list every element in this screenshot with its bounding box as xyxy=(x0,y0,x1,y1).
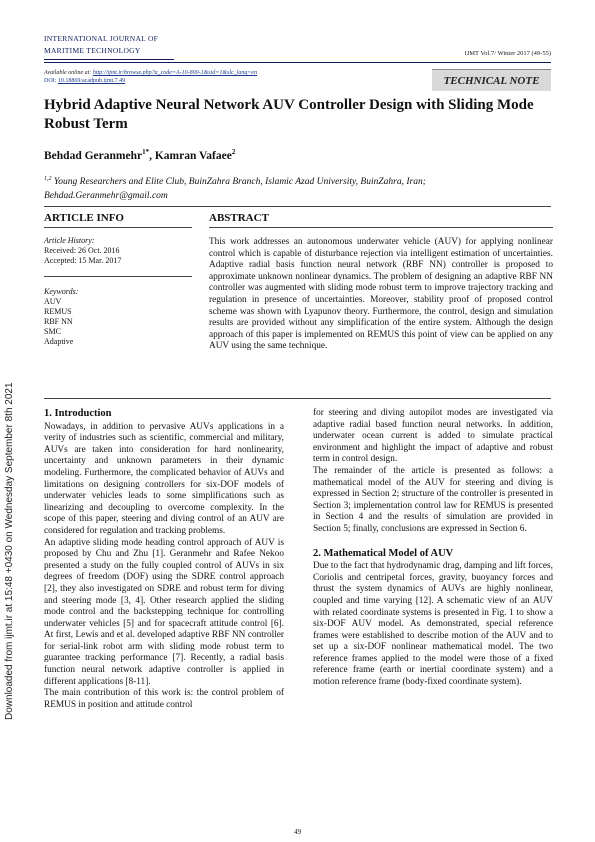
journal-name-line1: INTERNATIONAL JOURNAL OF xyxy=(44,34,159,43)
author-1-sup: 1* xyxy=(142,148,150,156)
affiliation-sup: 1,2 xyxy=(44,176,52,182)
affiliation-text: Young Researchers and Elite Club, BuinZahra Branch, Islamic Azad University, BuinZahra, Iran; xyxy=(51,177,426,188)
doi-line xyxy=(44,78,125,84)
keyword-item: Adaptive xyxy=(44,337,74,346)
journal-underline xyxy=(44,59,174,60)
history-label: Article History: xyxy=(44,236,95,245)
intro-paragraph-4: The remainder of the article is presented as follows: a mathematical model of the AUV for steering and diving is expressed in Section 2; structure of the controller is presented in Section 3; implementation control law for REMUS is presented in Section 4 and the results of simulation are provided in Section 5; finally, conclusions are expressed in Section 6. xyxy=(313,465,553,534)
author-email[interactable]: Behdad.Geranmehr@gmail.com xyxy=(44,191,168,202)
paper-title: Hybrid Adaptive Neural Network AUV Controller Design with Sliding Mode Robust Term xyxy=(44,97,534,132)
author-1: Behdad Geranmehr xyxy=(44,149,143,162)
abstract-text: This work addresses an autonomous underwater vehicle (AUV) for applying nonlinear control which is capable of disturbance rejection via intelligent estimation of uncertainties. Adaptive radial basis function neural network (RBF NN) controller is proposed to approximate unknown nonlinear dynamics. The problem of designing an adaptive RBF NN controller was augmented with sliding mode robust term to improve trajectory tracking and regulation in presence of uncertainties. Moreover, stability proof of proposed control scheme was shown with Lyapunov theory. Furthermore, the control, design and simulation results are provided without any simplification of the entire system. Although the design approach of this paper is implemented on REMUS this point of view can be applied on any AUV using the same technique. xyxy=(209,237,553,352)
keywords-label: Keywords: xyxy=(44,287,79,296)
download-watermark: Downloaded from ijmt.ir at 15:48 +0430 on Wednesday September 8th 2021 xyxy=(4,382,15,720)
model-heading: 2. Mathematical Model of AUV xyxy=(313,547,454,559)
abstract-panel xyxy=(209,212,553,353)
article-type-label: TECHNICAL NOTE xyxy=(443,75,540,87)
author-2: Kamran Vafaee xyxy=(154,149,232,162)
intro-paragraph-3: The main contribution of this work is: the control problem of REMUS in position and attitude control xyxy=(44,688,284,710)
article-url-link[interactable]: http://ijmt.ir/browse.php?a_code=A-10-800-1&sid=1&slc_lang=en xyxy=(92,70,258,76)
intro-paragraph-2: An adaptive sliding mode heading control approach of AUV is proposed by Chu and Zhu [1]. Geranmehr and Rafee Nekoo presented a study on the fully coupled control of AUVs in six degrees of freedom (DOF) using the SDRE control approach [2], they also investigated on SDRE and robust term for diving and steering mode [3, 4]. Other research applied the sliding mode control and the backstepping technique for controlling underwater vehicles [5] and for spacecraft attitude control [6]. At first, Lewis and et al. developed adaptive RBF NN controller for serial-link robot arm with sliding mode robust term to guarantee tracking performance [7]. Recently, a radial basis function neural network adaptive controller is applied in different applications [8-11]. xyxy=(44,537,284,687)
section-divider-top xyxy=(44,206,551,207)
keywords-block xyxy=(44,287,192,347)
journal-name-line2: MARITIME TECHNOLOGY xyxy=(44,46,141,55)
article-history xyxy=(44,236,192,266)
author-2-sup: 2 xyxy=(231,148,236,156)
section-divider-bottom xyxy=(44,398,551,399)
abstract-heading: ABSTRACT xyxy=(209,212,553,228)
body-column-left xyxy=(44,408,284,711)
page-number: 49 xyxy=(294,828,301,836)
intro-paragraph-3-continued: for steering and diving autopilot modes are investigated via adaptive radial based function neural networks. In addition, underwater ocean current is added to simulate practical environment and highlight the impact of adaptive and robust term in control design. xyxy=(313,408,553,465)
body-column-right xyxy=(313,408,553,689)
accepted-date: Accepted: 15 Mar. 2017 xyxy=(44,256,122,265)
keyword-item: AUV xyxy=(44,297,62,306)
section-spacer xyxy=(313,536,553,548)
keyword-item: REMUS xyxy=(44,307,72,316)
doi-link[interactable]: 10.18869/acadpub.ijmt.7.49 xyxy=(57,78,126,84)
model-paragraph-1: Due to the fact that hydrodynamic drag, damping and lift forces, Coriolis and centripetal forces, gravity, buoyancy forces and thrust the system dynamics of AUVs are highly nonlinear, coupled and time varying [12]. A schematic view of an AUV with related coordinate systems is presented in Fig. 1 to show a six-DOF AUV model. As demonstrated, special reference frames were established to describe motion of the AUV and to set up a six-DOF nonlinear mathematical model. The two reference frames applied to the model were those of a fixed reference frame (earth or inertial coordinate system) and a motion reference frame (body-fixed coordinate system). xyxy=(313,561,553,688)
received-date: Received: 26 Oct. 2016 xyxy=(44,246,120,255)
author-list xyxy=(44,148,235,162)
doi-label: DOI: xyxy=(44,78,57,84)
article-type-badge xyxy=(432,69,551,91)
online-availability xyxy=(44,69,257,77)
keyword-item: SMC xyxy=(44,327,61,336)
journal-name xyxy=(44,33,158,57)
online-label: Available online at: xyxy=(44,70,92,76)
info-divider xyxy=(44,276,192,277)
article-info-panel xyxy=(44,212,192,347)
header-divider xyxy=(44,62,551,63)
affiliation xyxy=(44,172,564,203)
intro-heading: 1. Introduction xyxy=(44,408,112,419)
keyword-item: RBF NN xyxy=(44,317,73,326)
article-info-heading: ARTICLE INFO xyxy=(44,212,192,228)
author-separator: , xyxy=(149,149,155,162)
intro-paragraph-1: Nowadays, in addition to pervasive AUVs applications in a verity of industries such as scientific, commercial and military, AUVs are taken into consideration for hard nonlinearity, uncertainty and unknown parameters in their dynamic modeling. Furthermore, the complicated behavior of AUVs and limitations on designing controllers for six-DOF models of underwater vehicles leads to some simplifications such as linearizing and decoupling to overcome complexity. In the scope of this paper, steering and diving control of an AUV are considered for regulation and tracking problems. xyxy=(44,421,284,536)
issue-info: IJMT Vol.7/ Winter 2017 (49-55) xyxy=(464,50,551,57)
